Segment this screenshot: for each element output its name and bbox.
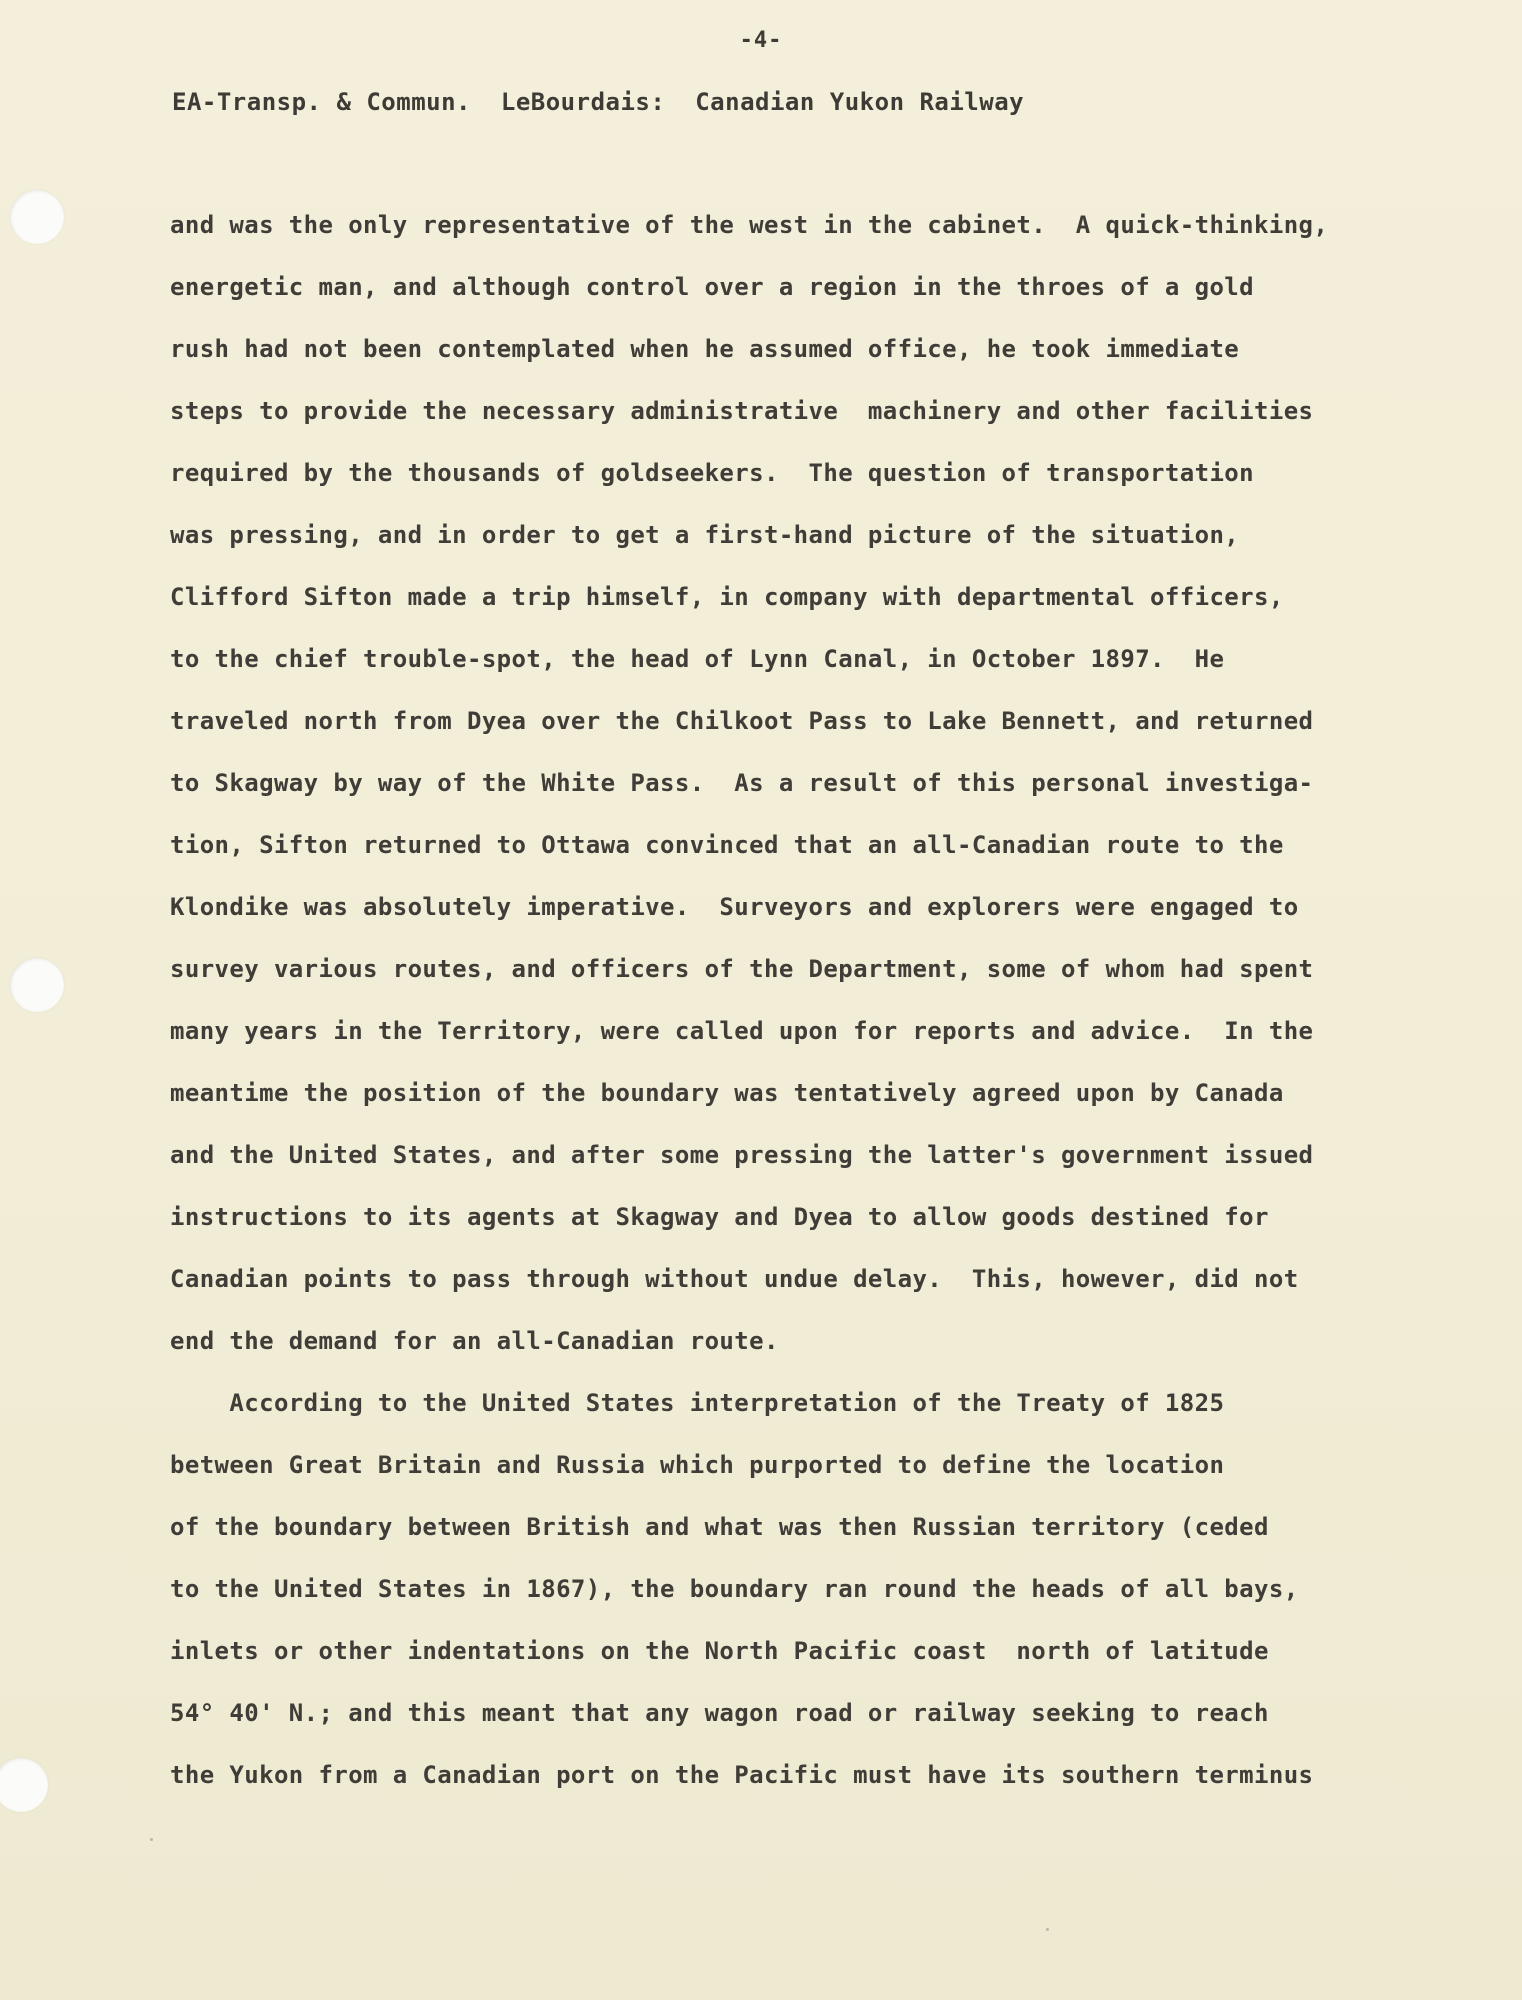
body-line: and was the only representative of the west in the cabinet. A quick-thinking, <box>170 211 1329 239</box>
body-line: the Yukon from a Canadian port on the Pacific must have its southern terminus <box>170 1761 1314 1789</box>
body-line: survey various routes, and officers of the Department, some of whom had spent <box>170 955 1314 983</box>
body-line: to the United States in 1867), the boundary ran round the heads of all bays, <box>170 1575 1299 1603</box>
page-number: -4- <box>739 28 783 53</box>
body-line: was pressing, and in order to get a first-hand picture of the situation, <box>170 521 1240 549</box>
paper-speck <box>1046 1928 1049 1931</box>
body-line: of the boundary between British and what was then Russian territory (ceded <box>170 1513 1269 1541</box>
body-line: instructions to its agents at Skagway and Dyea to allow goods destined for <box>170 1203 1269 1231</box>
body-line: 54° 40' N.; and this meant that any wagon road or railway seeking to reach <box>170 1699 1269 1727</box>
body-line: many years in the Territory, were called upon for reports and advice. In the <box>170 1017 1314 1045</box>
body-line: to the chief trouble-spot, the head of Lynn Canal, in October 1897. He <box>170 645 1225 673</box>
document-header: EA-Transp. & Commun. LeBourdais: Canadian Yukon Railway <box>172 88 1025 116</box>
punch-hole-bottom <box>0 1758 48 1812</box>
punch-hole-top <box>10 190 64 244</box>
body-line: traveled north from Dyea over the Chilkoot Pass to Lake Bennett, and returned <box>170 707 1314 735</box>
body-line: required by the thousands of goldseekers. The question of transportation <box>170 459 1254 487</box>
body-line: energetic man, and although control over a region in the throes of a gold <box>170 273 1254 301</box>
body-line: Klondike was absolutely imperative. Surveyors and explorers were engaged to <box>170 893 1299 921</box>
body-line: end the demand for an all-Canadian route. <box>170 1327 779 1355</box>
body-line: tion, Sifton returned to Ottawa convinced that an all-Canadian route to the <box>170 831 1284 859</box>
body-line: to Skagway by way of the White Pass. As a result of this personal investiga- <box>170 769 1314 797</box>
body-line: steps to provide the necessary administrative machinery and other facilities <box>170 397 1314 425</box>
body-line: rush had not been contemplated when he assumed office, he took immediate <box>170 335 1240 363</box>
body-line: inlets or other indentations on the North Pacific coast north of latitude <box>170 1637 1269 1665</box>
body-line: Canadian points to pass through without undue delay. This, however, did not <box>170 1265 1299 1293</box>
punch-hole-middle <box>10 958 64 1012</box>
body-line: According to the United States interpretation of the Treaty of 1825 <box>170 1389 1225 1417</box>
body-line: Clifford Sifton made a trip himself, in company with departmental officers, <box>170 583 1284 611</box>
body-line: meantime the position of the boundary was tentatively agreed upon by Canada <box>170 1079 1284 1107</box>
paper-speck <box>150 1838 153 1841</box>
body-line: between Great Britain and Russia which purported to define the location <box>170 1451 1225 1479</box>
body-line: and the United States, and after some pressing the latter's government issued <box>170 1141 1314 1169</box>
